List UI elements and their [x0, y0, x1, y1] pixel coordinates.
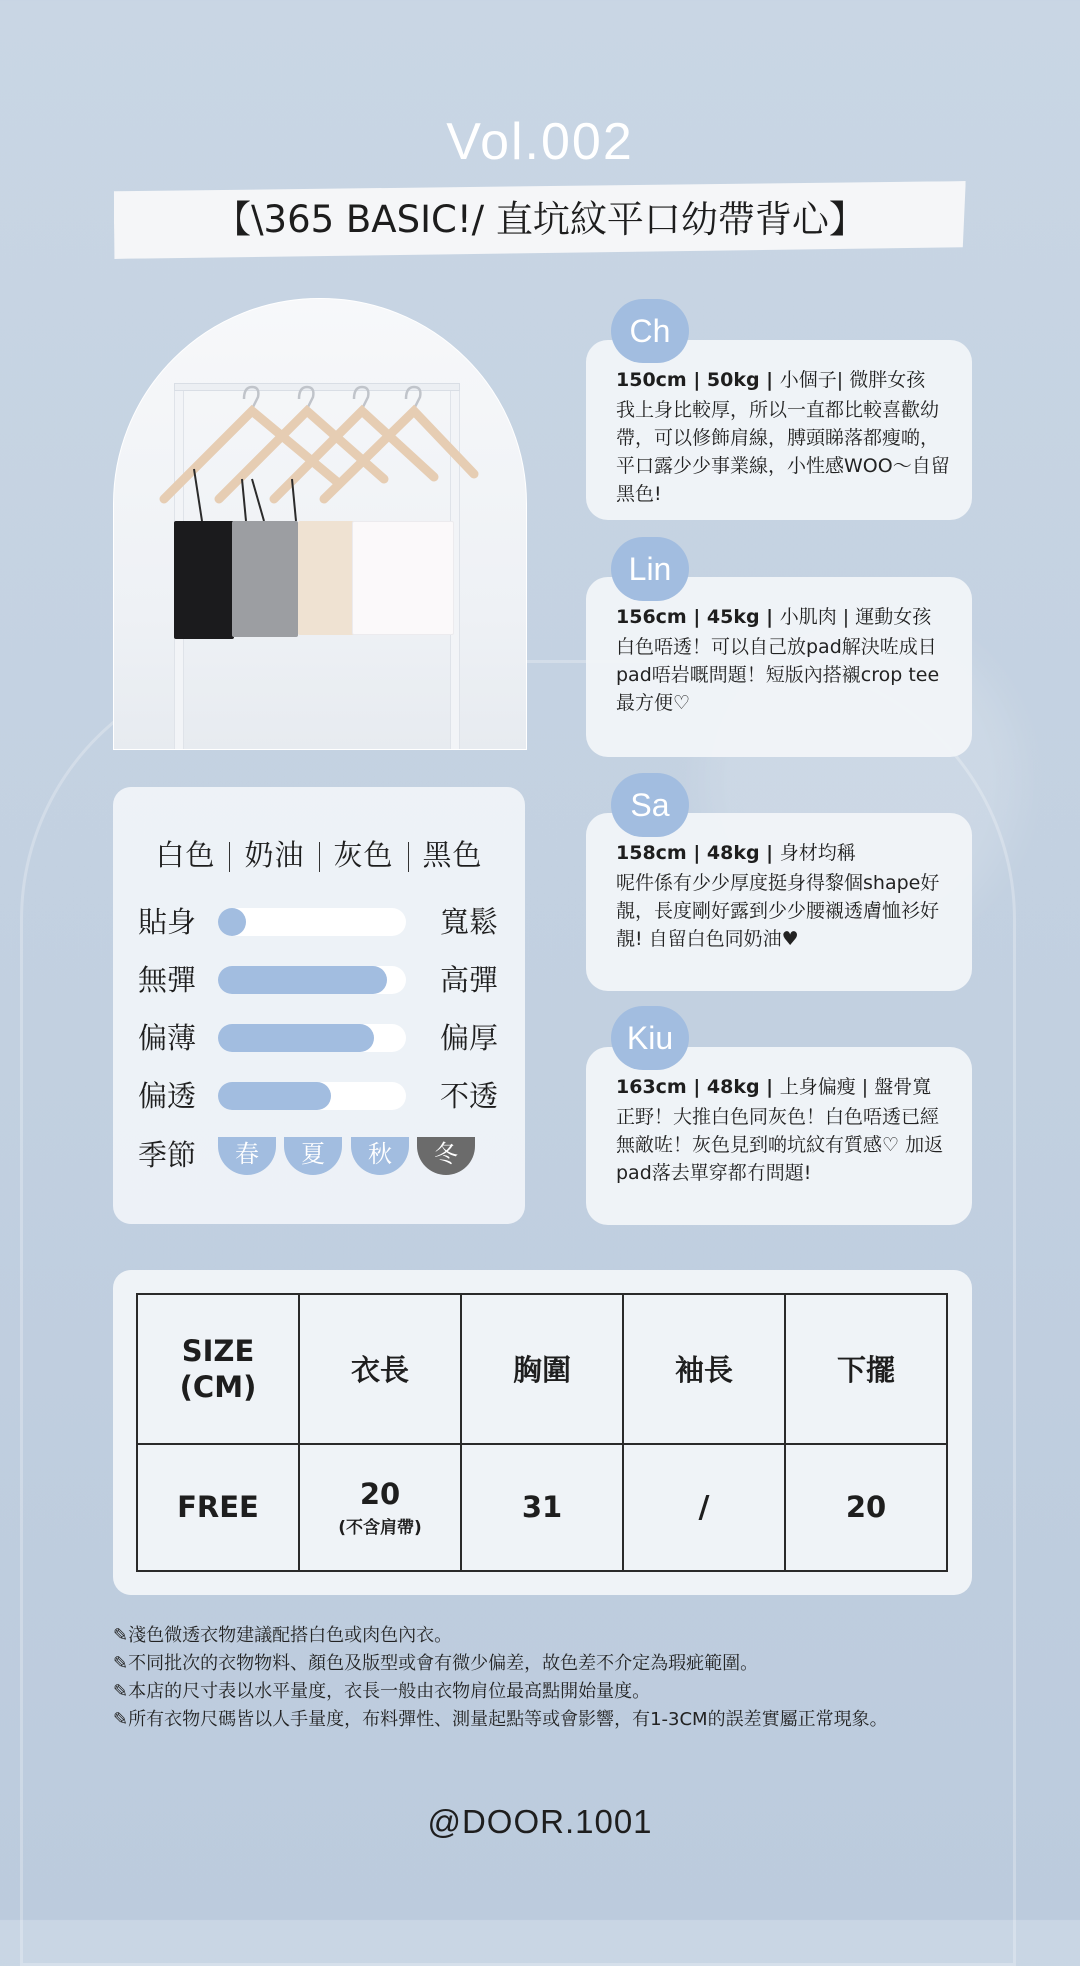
review-text: 白色唔透！可以自己放pad解決咗成日pad唔岩嘅問題！短版內搭襯crop tee最方便♡ [616, 636, 940, 714]
reviewer-stats [616, 838, 856, 865]
size-table [136, 1293, 948, 1572]
rating-left-label: 無彈 [138, 963, 197, 997]
reviewer-body-type: 上身偏瘦 | 盤骨寬 [779, 1076, 932, 1098]
reviewer-name-badge: Sa [611, 773, 689, 837]
rating-stretch [138, 960, 498, 1000]
note-item: ✎不同批次的衣物物料、顏色及版型或會有微少偏差，故色差不介定為瑕疵範圍。 [113, 1653, 759, 1674]
table-cell-sleeve: / [623, 1444, 785, 1571]
rating-track [218, 908, 406, 936]
rating-fill [218, 966, 387, 994]
product-title: 【\365 BASIC!/ 直坑紋平口幼帶背心】 [214, 198, 866, 241]
divider [319, 842, 320, 872]
season-badge: 夏 [284, 1137, 342, 1175]
table-cell-chest: 31 [461, 1444, 623, 1571]
table-header-cell: 胸圍 [461, 1294, 623, 1444]
review-text: 正野！大推白色同灰色！白色唔透已經無敵咗！灰色見到啲坑紋有質感♡ 加返pad落去單穿都冇問題! [616, 1106, 944, 1184]
table-cell-length [299, 1444, 461, 1571]
reviewer-stats [616, 365, 925, 392]
rating-opacity [138, 1076, 498, 1116]
note-item: ✎本店的尺寸表以水平量度，衣長一般由衣物肩位最高點開始量度。 [113, 1681, 651, 1702]
review-card [586, 577, 972, 757]
rating-fit [138, 902, 498, 942]
review-text: 呢件係有少少厚度挺身得黎個shape好靚，長度剛好露到少少腰襯透膚恤衫好靚! 自留白色同奶油♥ [616, 872, 940, 950]
color-option: 灰色 [333, 838, 394, 872]
black-top [174, 521, 234, 639]
review-card [586, 340, 972, 520]
review-card [586, 813, 972, 991]
length-value: 20 [359, 1476, 401, 1511]
review-card [586, 1047, 972, 1225]
table-header-cell: 下擺 [785, 1294, 947, 1444]
table-cell-hem: 20 [785, 1444, 947, 1571]
care-notes [113, 1622, 993, 1734]
review-text: 我上身比較厚，所以一直都比較喜歡幼帶，可以修飾肩線，膊頭睇落都瘦啲，平口露少少事業線，小性感WOO～自留黑色! [616, 399, 950, 505]
reviewer-body-type: 小個子| 微胖女孩 [779, 369, 926, 391]
reviewer-name-badge: Kiu [611, 1006, 689, 1070]
reviewer-stats [616, 602, 931, 629]
rating-left-label: 貼身 [138, 905, 197, 939]
rating-fill [218, 1082, 331, 1110]
note-item: ✎所有衣物尺碼皆以人手量度，布料彈性、測量起點等或會影響，有1-3CM的誤差實屬正常現象。 [113, 1709, 888, 1730]
volume-label: Vol.002 [446, 113, 634, 171]
table-header-row [137, 1294, 947, 1444]
rating-left-label: 偏薄 [138, 1021, 197, 1055]
note-item: ✎淺色微透衣物建議配搭白色或肉色內衣。 [113, 1625, 453, 1646]
rating-right-label: 偏厚 [439, 1021, 498, 1055]
reviewer-body-type: 小肌肉 | 運動女孩 [779, 606, 932, 628]
season-badge: 春 [218, 1137, 276, 1175]
length-note: (不含肩帶) [338, 1517, 422, 1538]
color-options [113, 833, 525, 874]
white-top [352, 521, 454, 635]
color-option: 奶油 [244, 838, 305, 872]
table-cell-size: FREE [137, 1444, 299, 1571]
divider [229, 842, 230, 872]
reviewer-name-badge: Lin [611, 537, 689, 601]
social-handle: @DOOR.1001 [427, 1803, 653, 1840]
rating-right-label: 不透 [439, 1079, 498, 1113]
season-label: 季節 [138, 1138, 197, 1172]
rating-thickness [138, 1018, 498, 1058]
reviewer-body-type: 身材均稱 [779, 842, 856, 864]
rating-fill [218, 1024, 374, 1052]
grey-top [232, 521, 298, 637]
season-badge: 秋 [351, 1137, 409, 1175]
table-header-cell: 袖長 [623, 1294, 785, 1444]
rating-right-label: 高彈 [439, 963, 498, 997]
rating-left-label: 偏透 [138, 1079, 197, 1113]
color-option: 黑色 [422, 838, 483, 872]
reviewer-measurements: 163cm | 48kg | [616, 1076, 780, 1098]
reviewer-measurements: 156cm | 45kg | [616, 606, 780, 628]
rating-right-label: 寬鬆 [439, 905, 498, 939]
divider [408, 842, 409, 872]
reviewer-measurements: 158cm | 48kg | [616, 842, 780, 864]
color-option: 白色 [155, 838, 216, 872]
reviewer-name-badge: Ch [611, 299, 689, 363]
rating-fill [218, 908, 246, 936]
table-header-cell: SIZE (CM) [137, 1294, 299, 1444]
product-photo [113, 298, 527, 750]
table-row [137, 1444, 947, 1571]
season-badge: 冬 [417, 1137, 475, 1175]
reviewer-stats [616, 1072, 931, 1099]
reviewer-measurements: 150cm | 50kg | [616, 369, 780, 391]
table-header-cell: 衣長 [299, 1294, 461, 1444]
